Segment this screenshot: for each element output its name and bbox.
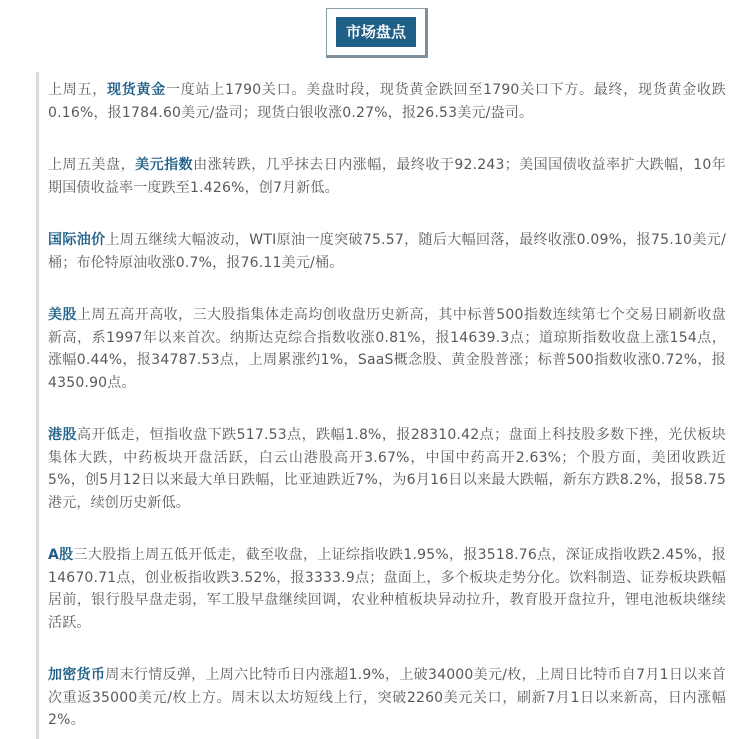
paragraph-text: 由涨转跌，几乎抹去日内涨幅，最终收于92.243；美国国债收益率扩大跌幅，10年期国债收益率一度跌至1.426%，创7月新低。	[48, 157, 726, 196]
paragraph-crypto	[48, 664, 726, 732]
section-title-box	[326, 8, 428, 58]
paragraph-text: 上周五继续大幅波动，WTI原油一度突破75.57，随后大幅回落，最终收涨0.09%，报75.10美元/桶；布伦特原油收涨0.7%，报76.11美元/桶。	[48, 232, 726, 271]
paragraph-prefix: 上周五，	[48, 82, 107, 98]
paragraph-gold	[48, 79, 726, 124]
paragraph-text: 一度站上1790关口。美盘时段，现货黄金跌回至1790关口下方。最终，现货黄金收跌0.16%，报1784.60美元/盎司；现货白银收涨0.27%，报26.53美元/盎司。	[48, 82, 726, 121]
paragraph-hk-stocks	[48, 424, 726, 514]
paragraph-usd-index	[48, 154, 726, 199]
keyword-highlight: 港股	[48, 427, 78, 443]
paragraph-a-shares	[48, 544, 726, 634]
paragraph-text: 周末行情反弹，上周六比特币日内涨超1.9%，上破34000美元/枚，上周日比特币自7月1日以来首次重返35000美元/枚上方。周末以太坊短线上行，突破2260美元关口，刷新7月1日以来新高，日内涨幅2%。	[48, 667, 726, 728]
paragraph-text: 上周五高开高收，三大股指集体走高均创收盘历史新高，其中标普500指数连续第七个交易日刷新收盘新高，系1997年以来首次。纳斯达克综合指数收涨0.81%，报14639.3点；道琼斯指数收盘上涨154点，涨幅0.44%，报34787.53点，上周累涨约1%，SaaS概念股、黄金股普涨；标普500指数收涨0.72%，报4350.90点。	[48, 307, 726, 391]
paragraph-prefix: 上周五美盘，	[48, 157, 136, 173]
section-title: 市场盘点	[336, 17, 416, 47]
paragraph-oil	[48, 229, 726, 274]
keyword-highlight: 国际油价	[48, 232, 106, 248]
keyword-highlight: 美元指数	[135, 157, 194, 173]
keyword-highlight: 加密货币	[48, 667, 106, 683]
keyword-highlight: A股	[48, 547, 74, 563]
keyword-highlight: 美股	[48, 307, 77, 323]
paragraph-text: 高开低走，恒指收盘下跌517.53点，跌幅1.8%，报28310.42点；盘面上科技股多数下挫，光伏板块集体大跌，中药板块开盘活跃，白云山港股高开3.67%，中国中药高开2.63%；个股方面，美团收跌近5%，创5月12日以来最大单日跌幅，比亚迪跌近7%，为6月16日以来最大跌幅，新东方跌8.2%，报58.75港元，续创历史新低。	[48, 427, 726, 511]
keyword-highlight: 现货黄金	[106, 82, 166, 98]
paragraph-text: 三大股指上周五低开低走，截至收盘，上证综指收跌1.95%，报3518.76点，深证成指收跌2.45%，报14670.71点，创业板指收跌3.52%，报3333.9点；盘面上，多个板块走势分化。饮料制造、证券板块跌幅居前，银行股早盘走弱，军工股早盘继续回调，农业种植板块异动拉升，教育股开盘拉升，锂电池板块继续活跃。	[48, 547, 726, 631]
paragraph-us-stocks	[48, 304, 726, 394]
article-content	[36, 72, 726, 739]
